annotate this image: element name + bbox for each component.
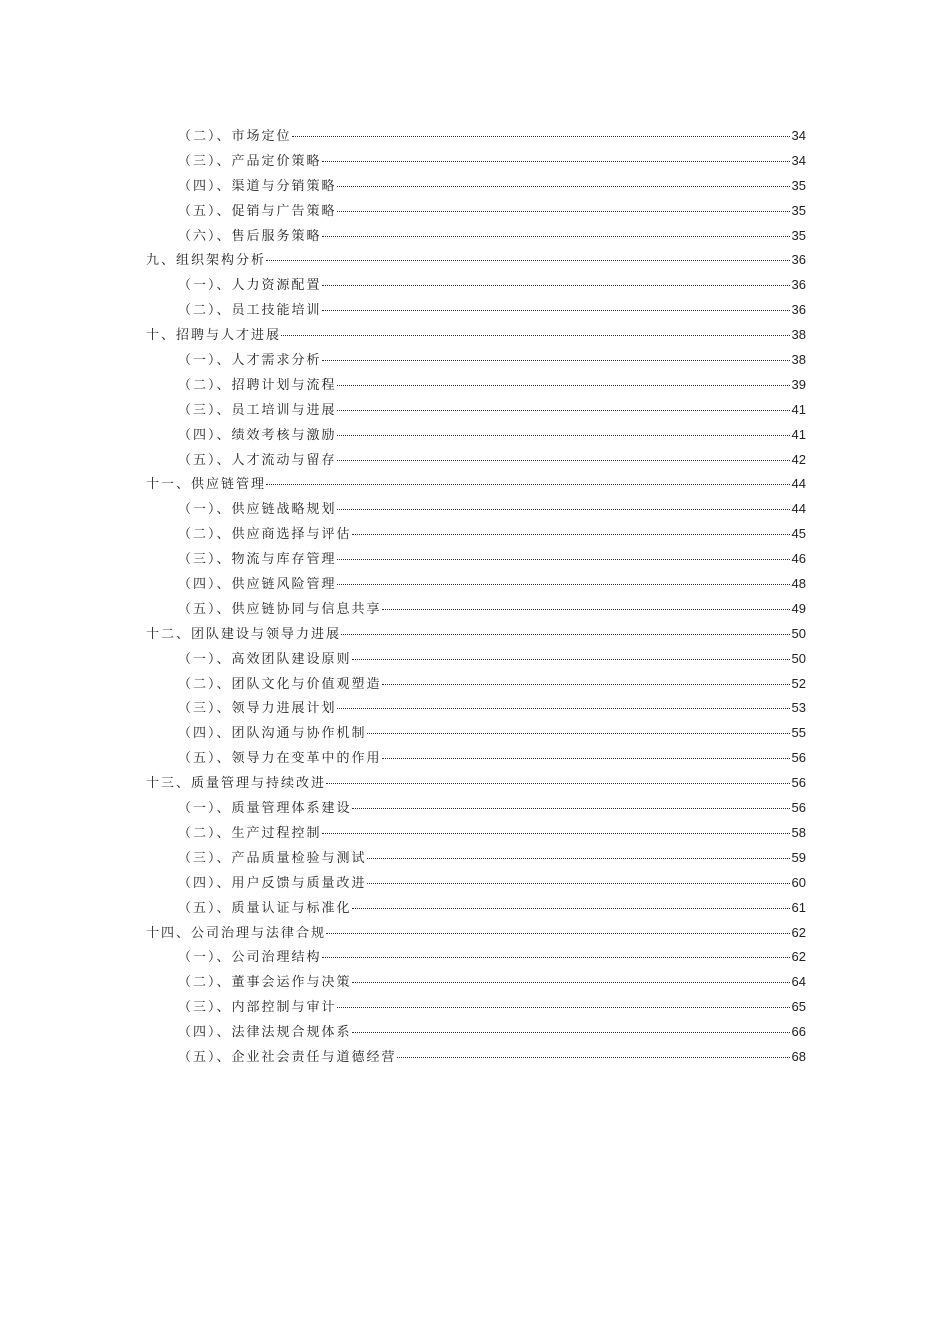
toc-dot-leader [322,236,790,237]
toc-entry-title: 十四、公司治理与法律合规 [146,925,327,941]
toc-entry-title: （二）、生产过程控制 [178,825,322,841]
toc-entry-title: （三）、产品定价策略 [178,153,322,169]
toc-dot-leader [322,957,790,958]
toc-section-entry[interactable] [146,225,806,250]
toc-entry-title: （一）、人力资源配置 [178,278,322,294]
toc-section-entry[interactable] [146,449,806,474]
toc-dot-leader [322,310,790,311]
toc-entry-title: （六）、售后服务策略 [178,228,322,244]
toc-dot-leader [337,1007,790,1008]
toc-dot-leader [326,933,790,934]
toc-dot-leader [382,609,790,610]
toc-dot-leader [322,360,790,361]
toc-dot-leader [266,484,790,485]
toc-section-entry[interactable] [146,946,806,971]
toc-chapter-entry[interactable] [146,623,806,648]
toc-dot-leader [281,335,790,336]
toc-entry-page-number: 52 [791,675,806,691]
toc-section-entry[interactable] [146,523,806,548]
toc-dot-leader [367,858,790,859]
toc-entry-page-number: 49 [791,600,806,616]
toc-entry-page-number: 65 [791,999,806,1015]
toc-dot-leader [397,1057,790,1058]
toc-entry-title: （五）、领导力在变革中的作用 [178,751,382,767]
toc-entry-title: （二）、董事会运作与决策 [178,975,352,991]
toc-entry-title: （三）、员工培训与进展 [178,402,337,418]
toc-entry-page-number: 36 [791,252,806,268]
toc-entry-page-number: 35 [791,202,806,218]
toc-section-entry[interactable] [146,648,806,673]
toc-entry-page-number: 61 [791,899,806,915]
toc-dot-leader [322,285,790,286]
toc-dot-leader [352,982,790,983]
toc-entry-title: （四）、绩效考核与激励 [178,427,337,443]
toc-section-entry[interactable] [146,872,806,897]
toc-entry-title: 九、组织架构分析 [146,253,267,269]
toc-entry-title: （四）、团队沟通与协作机制 [178,726,367,742]
toc-section-entry[interactable] [146,374,806,399]
table-of-contents [146,125,806,1071]
toc-dot-leader [322,161,790,162]
toc-entry-title: （五）、供应链协同与信息共享 [178,601,382,617]
toc-entry-title: （一）、高效团队建设原则 [178,651,352,667]
toc-dot-leader [337,186,790,187]
toc-section-entry[interactable] [146,299,806,324]
toc-section-entry[interactable] [146,1046,806,1071]
toc-entry-page-number: 56 [791,800,806,816]
toc-dot-leader [382,758,790,759]
toc-section-entry[interactable] [146,722,806,747]
toc-section-entry[interactable] [146,897,806,922]
toc-entry-page-number: 68 [791,1048,806,1064]
toc-dot-leader [326,783,790,784]
toc-section-entry[interactable] [146,399,806,424]
toc-section-entry[interactable] [146,175,806,200]
toc-entry-title: （二）、市场定位 [178,129,292,144]
toc-entry-title: （一）、人才需求分析 [178,353,322,369]
toc-entry-title: （五）、质量认证与标准化 [178,900,352,916]
toc-section-entry[interactable] [146,498,806,523]
toc-dot-leader [266,260,790,261]
toc-entry-page-number: 66 [791,1024,806,1040]
toc-section-entry[interactable] [146,1021,806,1046]
toc-section-entry[interactable] [146,274,806,299]
toc-entry-page-number: 36 [791,277,806,293]
toc-chapter-entry[interactable] [146,772,806,797]
toc-entry-page-number: 56 [791,750,806,766]
toc-entry-page-number: 62 [791,924,806,940]
toc-dot-leader [352,534,790,535]
toc-entry-page-number: 50 [791,625,806,641]
toc-dot-leader [352,808,790,809]
toc-dot-leader [337,435,790,436]
toc-entry-page-number: 58 [791,824,806,840]
toc-entry-title: （四）、供应链风险管理 [178,577,337,593]
toc-entry-title: （三）、领导力进展计划 [178,701,337,717]
toc-dot-leader [337,559,790,560]
toc-entry-page-number: 59 [791,849,806,865]
toc-section-entry[interactable] [146,150,806,175]
toc-entry-title: （一）、公司治理结构 [178,950,322,966]
toc-dot-leader [352,908,790,909]
toc-section-entry[interactable] [146,747,806,772]
toc-dot-leader [337,410,790,411]
toc-dot-leader [337,509,790,510]
toc-entry-page-number: 35 [791,177,806,193]
toc-entry-title: 十、招聘与人才进展 [146,328,282,344]
toc-dot-leader [292,136,790,137]
toc-entry-title: （二）、团队文化与价值观塑造 [178,676,382,692]
toc-entry-title: （一）、质量管理体系建设 [178,801,352,817]
toc-entry-page-number: 48 [791,576,806,592]
toc-section-entry[interactable] [146,548,806,573]
toc-entry-title: 十三、质量管理与持续改进 [146,776,327,792]
toc-chapter-entry[interactable] [146,249,806,274]
toc-dot-leader [367,883,790,884]
toc-section-entry[interactable] [146,424,806,449]
toc-section-entry[interactable] [146,971,806,996]
toc-dot-leader [352,1032,790,1033]
toc-entry-page-number: 45 [791,526,806,542]
toc-entry-page-number: 44 [791,501,806,517]
toc-dot-leader [367,733,790,734]
toc-dot-leader [337,211,790,212]
toc-section-entry[interactable] [146,573,806,598]
toc-entry-title: （三）、内部控制与审计 [178,1000,337,1016]
toc-dot-leader [337,460,790,461]
toc-entry-page-number: 36 [791,302,806,318]
toc-entry-title: （四）、法律法规合规体系 [178,1025,352,1041]
toc-entry-page-number: 38 [791,327,806,343]
toc-entry-title: （四）、渠道与分销策略 [178,178,337,194]
toc-entry-title: 十二、团队建设与领导力进展 [146,626,342,642]
toc-dot-leader [341,634,790,635]
toc-entry-title: （二）、员工技能培训 [178,303,322,319]
toc-entry-page-number: 41 [791,426,806,442]
toc-section-entry[interactable] [146,822,806,847]
toc-entry-page-number: 55 [791,725,806,741]
toc-entry-title: （二）、供应商选择与评估 [178,527,352,543]
toc-entry-page-number: 34 [791,128,806,143]
toc-entry-page-number: 50 [791,650,806,666]
toc-section-entry[interactable] [146,797,806,822]
toc-entry-page-number: 39 [791,376,806,392]
toc-entry-title: （四）、用户反馈与质量改进 [178,875,367,891]
toc-dot-leader [322,833,790,834]
toc-section-entry[interactable] [146,598,806,623]
toc-entry-title: （五）、企业社会责任与道德经营 [178,1049,397,1065]
toc-entry-page-number: 56 [791,775,806,791]
toc-dot-leader [337,708,790,709]
toc-entry-page-number: 64 [791,974,806,990]
toc-section-entry[interactable] [146,673,806,698]
toc-entry-title: （三）、产品质量检验与测试 [178,850,367,866]
toc-entry-page-number: 46 [791,551,806,567]
toc-section-entry[interactable] [146,125,806,150]
toc-entry-page-number: 44 [791,476,806,492]
toc-entry-page-number: 35 [791,227,806,243]
toc-entry-page-number: 42 [791,451,806,467]
toc-chapter-entry[interactable] [146,473,806,498]
toc-entry-title: （五）、人才流动与留存 [178,452,337,468]
toc-dot-leader [382,684,790,685]
toc-entry-title: （二）、招聘计划与流程 [178,377,337,393]
toc-entry-title: （一）、供应链战略规划 [178,502,337,518]
toc-section-entry[interactable] [146,847,806,872]
toc-entry-page-number: 41 [791,401,806,417]
toc-dot-leader [337,584,790,585]
toc-entry-page-number: 60 [791,874,806,890]
toc-chapter-entry[interactable] [146,922,806,947]
toc-entry-title: （五）、促销与广告策略 [178,203,337,219]
toc-entry-title: （三）、物流与库存管理 [178,552,337,568]
toc-section-entry[interactable] [146,200,806,225]
toc-entry-title: 十一、供应链管理 [146,477,267,493]
toc-section-entry[interactable] [146,697,806,722]
toc-section-entry[interactable] [146,996,806,1021]
toc-chapter-entry[interactable] [146,324,806,349]
toc-dot-leader [337,385,790,386]
toc-dot-leader [352,659,790,660]
toc-entry-page-number: 34 [791,152,806,168]
toc-entry-page-number: 62 [791,949,806,965]
toc-section-entry[interactable] [146,349,806,374]
toc-entry-page-number: 38 [791,352,806,368]
toc-entry-page-number: 53 [791,700,806,716]
